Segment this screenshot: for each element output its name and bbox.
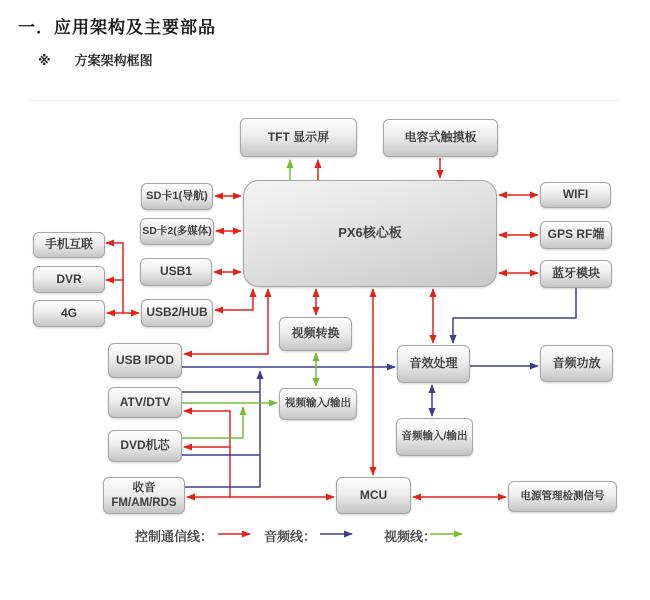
subtitle-marker: ※ <box>38 53 51 68</box>
node-dvd: DVD机芯 <box>108 430 182 462</box>
node-gps: GPS RF端 <box>540 221 612 249</box>
node-tft: TFT 显示屏 <box>240 118 357 157</box>
node-sd1: SD卡1(导航) <box>141 183 213 210</box>
node-amp: 音频功放 <box>540 345 613 382</box>
node-usb1: USB1 <box>140 258 212 286</box>
page-title: 一．应用架构及主要部品 <box>18 18 216 37</box>
node-sd2: SD卡2(多媒体) <box>140 218 214 245</box>
node-vidio: 视频输入/输出 <box>279 388 357 420</box>
node-usb2hub: USB2/HUB <box>141 299 213 327</box>
node-touch: 电容式触摸板 <box>383 119 498 157</box>
node-wifi: WIFI <box>540 182 611 208</box>
node-power: 电源管理检测信号 <box>508 481 617 512</box>
node-usbipod: USB IPOD <box>108 343 182 378</box>
legend-video-label: 视频线： <box>384 529 437 544</box>
subtitle-label: 方案架构框图 <box>74 53 153 68</box>
node-phone: 手机互联 <box>33 232 105 258</box>
node-vidconv: 视频转换 <box>279 317 352 351</box>
node-dvr: DVR <box>33 266 105 293</box>
node-bt: 蓝牙模块 <box>540 260 612 288</box>
node-atv: ATV/DTV <box>108 387 182 418</box>
node-g4: 4G <box>33 300 105 327</box>
node-px6: PX6核心板 <box>243 180 497 287</box>
legend-control-label: 控制通信线： <box>135 529 214 544</box>
node-mcu: MCU <box>336 477 411 514</box>
node-radio: 收音 FM/AM/RDS <box>103 477 185 514</box>
legend-audio-label: 音频线： <box>264 529 317 544</box>
node-sound: 音效处理 <box>397 345 470 383</box>
node-audioio: 音频输入/输出 <box>396 418 473 456</box>
